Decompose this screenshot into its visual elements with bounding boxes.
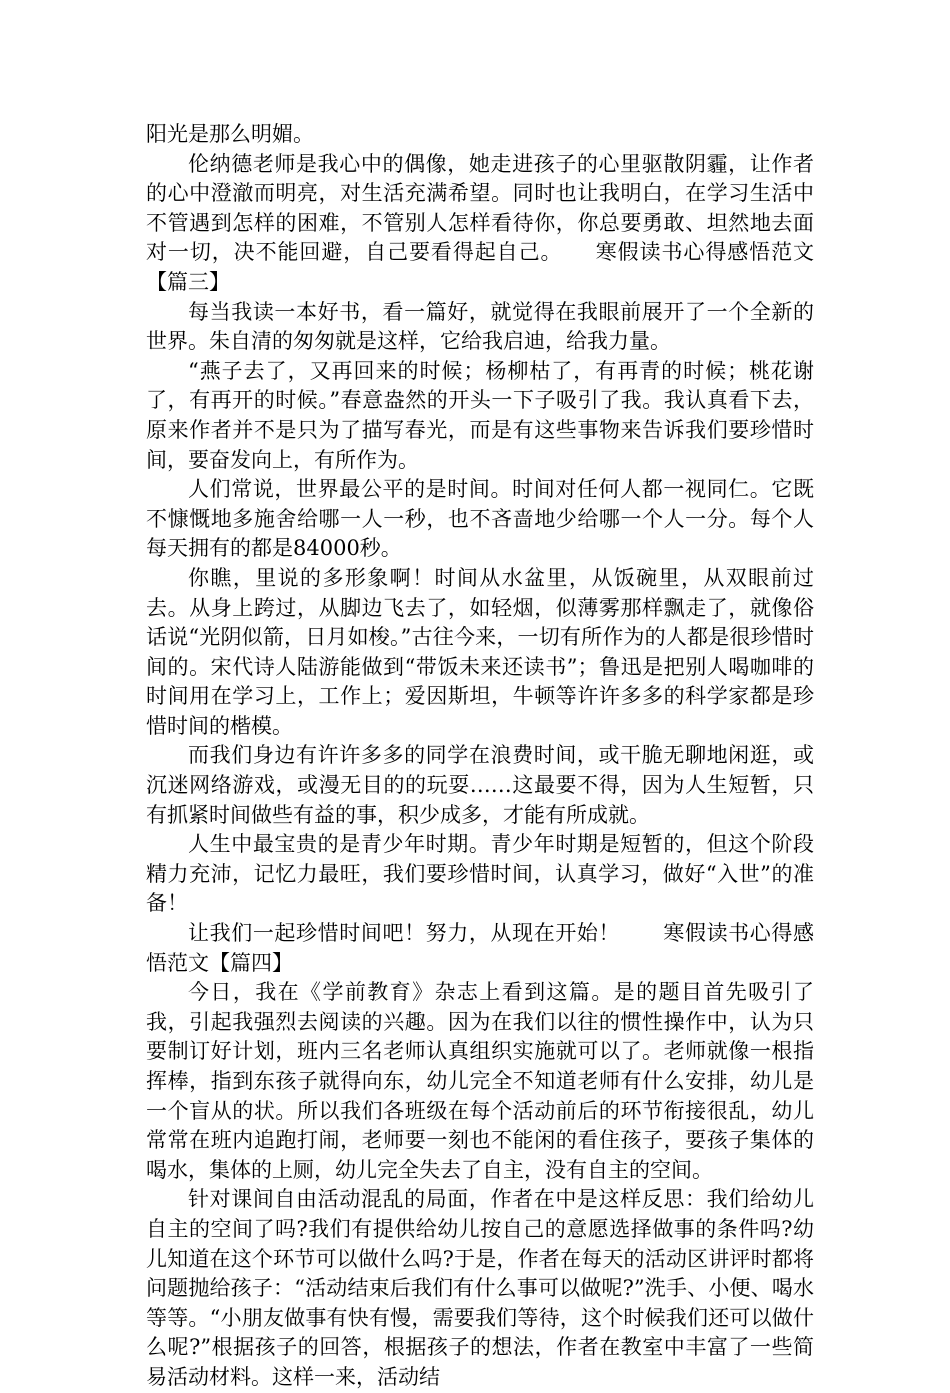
paragraph-2: 每当我读一本好书，看一篇好，就觉得在我眼前展开了一个全新的世界。朱自清的匆匆就是这样，它给我启迪，给我力量。: [146, 299, 814, 354]
paragraph-8: 让我们一起珍惜时间吧！努力，从现在开始！ 寒假读书心得感悟范文【篇四】: [146, 921, 814, 975]
paragraph-3: “燕子去了，又再回来的时候；杨柳枯了，有再青的时候；桃花谢了，有再开的时候。”春意盎然的开头一下子吸引了我。我认真看下去，原来作者并不是只为了描写春光，而是有这些事物来告诉我们要珍惜时间，要奋发向上，有所作为。: [146, 358, 814, 472]
paragraph-7: 人生中最宝贵的是青少年时期。青少年时期是短暂的，但这个阶段精力充沛，记忆力最旺，我们要珍惜时间，认真学习，做好“入世”的准备！: [146, 832, 814, 916]
paragraph-6: 而我们身边有许许多多的同学在浪费时间，或干脆无聊地闲逛，或沉迷网络游戏，或漫无目的的玩耍……这最要不得，因为人生短暂，只有抓紧时间做些有益的事，积少成多，才能有所成就。: [146, 743, 814, 827]
document-page: [146, 120, 814, 1393]
paragraph-1: 伦纳德老师是我心中的偶像，她走进孩子的心里驱散阴霾，让作者的心中澄澈而明亮，对生活充满希望。同时也让我明白，在学习生活中不管遇到怎样的困难，不管别人怎样看待你，你总要勇敢、坦然地去面对一切，决不能回避，自己要看得起自己。 寒假读书心得感悟范文【篇三】: [146, 151, 814, 294]
paragraph-0: 阳光是那么明媚。: [146, 122, 314, 146]
paragraph-5: 你瞧，里说的多形象啊！时间从水盆里，从饭碗里，从双眼前过去。从身上跨过，从脚边飞去了，如轻烟，似薄雾那样飘走了，就像俗话说“光阴似箭，日月如梭。”古往今来，一切有所作为的人都是很珍惜时间的。宋代诗人陆游能做到“带饭未来还读书”；鲁迅是把别人喝咖啡的时间用在学习上，工作上；爱因斯坦，牛顿等许许多多的科学家都是珍惜时间的楷模。: [146, 565, 814, 738]
paragraph-9: 今日，我在《学前教育》杂志上看到这篇。是的题目首先吸引了我，引起我强烈去阅读的兴趣。因为在我们以往的惯性操作中，认为只要制订好计划，班内三名老师认真组织实施就可以了。老师就像一根指挥棒，指到东孩子就得向东，幼儿完全不知道老师有什么安排，幼儿是一个盲从的状。所以我们各班级在每个活动前后的环节衔接很乱，幼儿常常在班内追跑打闹，老师要一刻也不能闲的看住孩子，要孩子集体的喝水，集体的上厕，幼儿完全失去了自主，没有自主的空间。: [146, 980, 814, 1182]
paragraph-10: 针对课间自由活动混乱的局面，作者在中是这样反思：我们给幼儿自主的空间了吗?我们有提供给幼儿按自己的意愿选择做事的条件吗?幼儿知道在这个环节可以做什么吗?于是，作者在每天的活动区讲评时都将问题抛给孩子：“活动结束后我们有什么事可以做呢?”洗手、小便、喝水等等。“小朋友做事有快有慢，需要我们等待，这个时候我们还可以做什么呢?”根据孩子的回答，根据孩子的想法，作者在教室中丰富了一些简易活动材料。这样一来，活动结: [146, 1187, 814, 1389]
paragraph-4: 人们常说，世界最公平的是时间。时间对任何人都一视同仁。它既不慷慨地多施舍给哪一人一秒，也不吝啬地少给哪一个人一分。每个人每天拥有的都是84000秒。: [146, 477, 814, 561]
